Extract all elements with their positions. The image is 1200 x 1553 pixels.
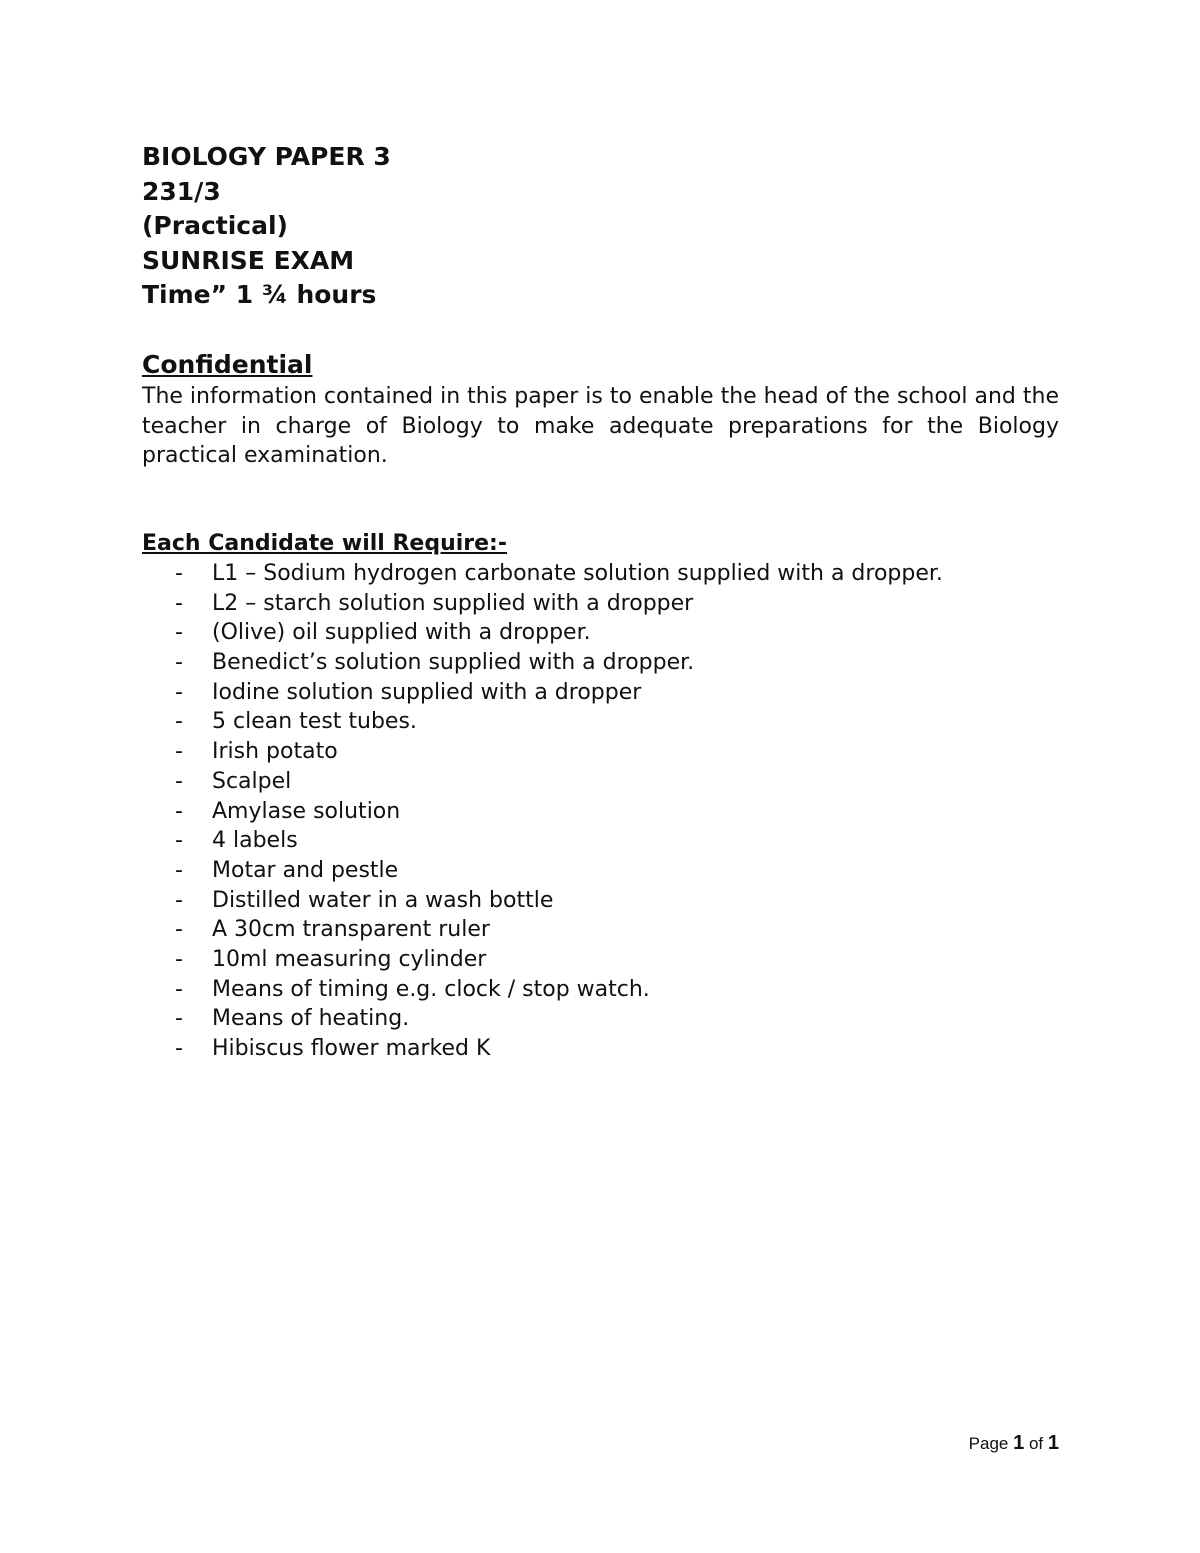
list-item xyxy=(142,797,1042,827)
list-item xyxy=(142,856,1042,886)
list-item xyxy=(142,589,1042,619)
bullet-dash: - xyxy=(175,917,183,943)
bullet-dash: - xyxy=(175,976,183,1002)
bullet-dash: - xyxy=(175,857,183,883)
bullet-dash: - xyxy=(175,1036,183,1061)
list-item xyxy=(142,826,1042,856)
bullet-dash: - xyxy=(175,946,183,972)
bullet-dash: - xyxy=(175,590,183,616)
list-item xyxy=(142,767,1042,797)
confidential-heading: Confidential xyxy=(142,350,313,379)
bullet-dash: - xyxy=(175,739,183,765)
list-item xyxy=(142,886,1042,916)
confidential-paragraph: The information contained in this paper is to enable the head of the school and the teacher in charge of Biology to make adequate preparations for the Biology practical examination. xyxy=(142,384,1059,468)
list-item-text: Means of heating. xyxy=(212,1006,410,1032)
bullet-dash: - xyxy=(175,679,183,705)
list-item-text: Hibiscus flower marked K xyxy=(212,1036,491,1061)
list-item-text: A 30cm transparent ruler xyxy=(212,917,490,943)
list-item-text: Benedict’s solution supplied with a dropper. xyxy=(212,650,695,676)
list-item-text: Amylase solution xyxy=(212,798,401,824)
list-item-text: Motar and pestle xyxy=(212,857,399,883)
page-label: Page xyxy=(968,1434,1009,1453)
list-item xyxy=(142,975,1042,1005)
exam-header xyxy=(142,140,1062,313)
list-item xyxy=(142,707,1042,737)
list-item xyxy=(142,618,1042,648)
bullet-dash: - xyxy=(175,887,183,913)
bullet-dash: - xyxy=(175,828,183,854)
bullet-dash: - xyxy=(175,650,183,676)
list-item-text: Irish potato xyxy=(212,739,338,765)
page-total: 1 xyxy=(1047,1432,1059,1454)
list-item-text: Iodine solution supplied with a dropper xyxy=(212,679,642,705)
paper-type: (Practical) xyxy=(142,211,288,240)
exam-duration: Time” 1 ¾ hours xyxy=(142,280,377,309)
list-item xyxy=(142,559,1042,589)
bullet-dash: - xyxy=(175,561,183,586)
page-of-label: of xyxy=(1028,1434,1044,1453)
bullet-dash: - xyxy=(175,1006,183,1032)
paper-code: 231/3 xyxy=(142,176,221,206)
list-item xyxy=(142,1004,1042,1034)
list-item xyxy=(142,737,1042,767)
page-footer xyxy=(969,1430,1059,1457)
bullet-dash: - xyxy=(175,798,183,824)
list-item xyxy=(142,678,1042,708)
exam-name: SUNRISE EXAM xyxy=(142,245,355,275)
page-number: 1 xyxy=(1013,1432,1025,1454)
list-item xyxy=(142,648,1042,678)
list-item-text: Distilled water in a wash bottle xyxy=(212,887,554,913)
bullet-dash: - xyxy=(175,768,183,794)
requirements-list xyxy=(142,559,1042,1064)
list-item-text: Scalpel xyxy=(212,768,292,794)
paper-title: BIOLOGY PAPER 3 xyxy=(142,142,391,171)
list-item xyxy=(142,945,1042,975)
list-item-text: Means of timing e.g. clock / stop watch. xyxy=(212,976,650,1002)
bullet-dash: - xyxy=(175,620,183,646)
list-item-text: L1 – Sodium hydrogen carbonate solution supplied with a dropper. xyxy=(212,561,943,586)
bullet-dash: - xyxy=(175,709,183,735)
requirements-heading: Each Candidate will Require:- xyxy=(142,531,507,556)
list-item-text: (Olive) oil supplied with a dropper. xyxy=(212,620,591,646)
list-item-text: 10ml measuring cylinder xyxy=(212,946,487,972)
list-item xyxy=(142,1034,1042,1064)
list-item-text: 5 clean test tubes. xyxy=(212,709,417,735)
list-item-text: L2 – starch solution supplied with a dropper xyxy=(212,590,694,616)
list-item xyxy=(142,915,1042,945)
list-item-text: 4 labels xyxy=(212,828,298,854)
